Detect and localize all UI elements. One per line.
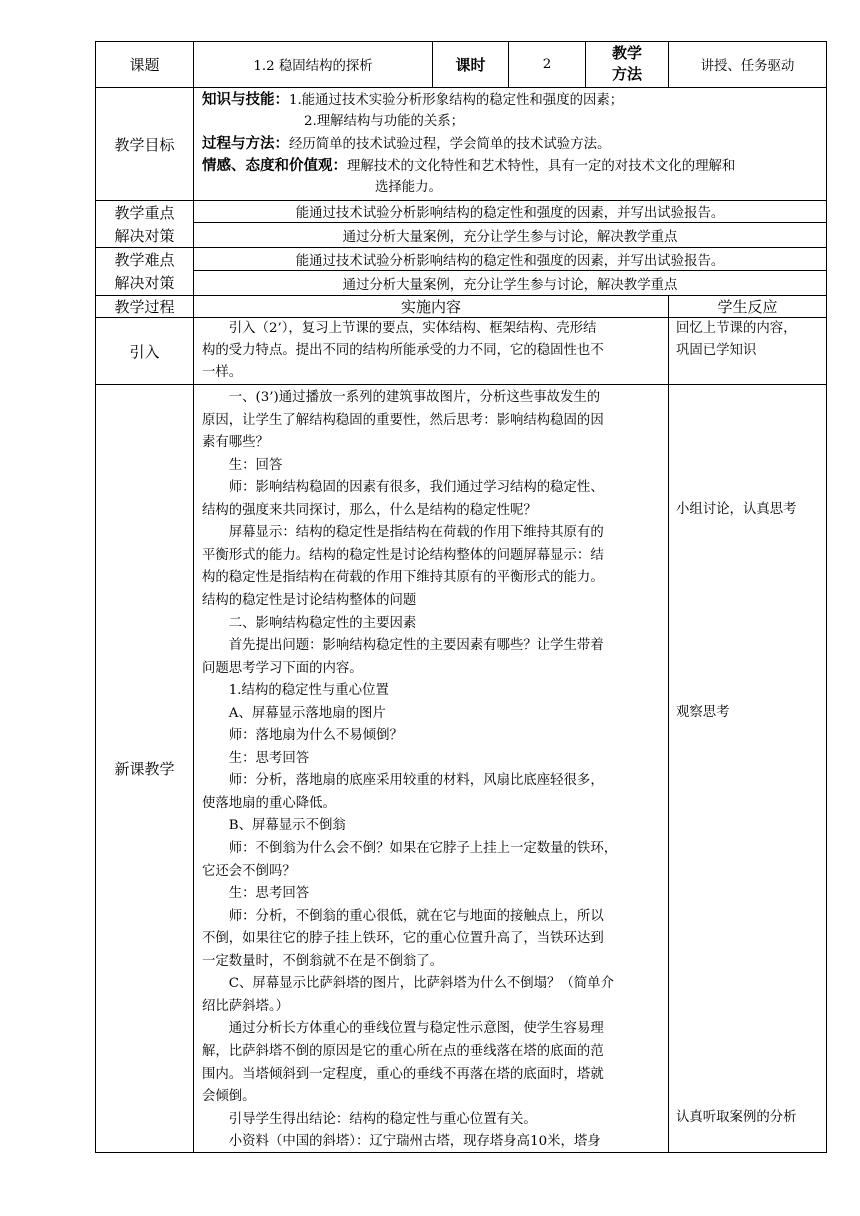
knowledge-line2: 2.理解结构与功能的关系； bbox=[304, 114, 465, 129]
lesson-line: 生：思考回答 bbox=[202, 750, 310, 766]
hours-label: 课时 bbox=[455, 56, 486, 74]
knowledge-line1 bbox=[202, 89, 623, 112]
key-point-text: 能通过技术试验分析影响结构的稳定性和强度的因素，并写出试验报告。 bbox=[295, 206, 725, 221]
difficulty-label-2: 解决对策 bbox=[114, 274, 175, 292]
process-col-label: 教学过程 bbox=[114, 298, 175, 316]
lesson-line: 构的稳定性是指结构在荷载的作用下维持其原有的平衡形式的能力。 bbox=[202, 570, 604, 586]
lesson-line: 生：思考回答 bbox=[202, 886, 310, 902]
lesson-line: 首先提出问题：影响结构稳定性的主要因素有哪些？让学生带着 bbox=[202, 638, 604, 654]
key-point-label-1: 教学重点 bbox=[114, 204, 175, 222]
lesson-line: 问题思考学习下面的内容。 bbox=[202, 660, 363, 676]
topic-value: 1.2 稳固结构的探析 bbox=[253, 59, 373, 74]
reaction-discuss: 小组讨论，认真思考 bbox=[676, 502, 797, 517]
difficulty-text: 能通过技术试验分析影响结构的稳定性和强度的因素，并写出试验报告。 bbox=[295, 253, 725, 269]
emotion-line2: 选择能力。 bbox=[375, 180, 442, 195]
new-lesson-label: 新课教学 bbox=[114, 760, 175, 778]
method-label-line2: 方法 bbox=[611, 65, 642, 83]
lesson-line: 结构的强度来共同探讨，那么，什么是结构的稳定性呢？ bbox=[202, 502, 537, 518]
lesson-line: 会倾倒。 bbox=[202, 1089, 256, 1105]
intro-line: 引入（2’），复习上节课的要点，实体结构、框架结构、壳形结 bbox=[202, 321, 597, 336]
method-value: 讲授、任务驱动 bbox=[700, 59, 795, 74]
knowledge-text1: 1.能通过技术实验分析形象结构的稳定性和强度的因素； bbox=[289, 93, 624, 108]
lesson-line: A、屏幕显示落地扇的图片 bbox=[202, 705, 386, 721]
lesson-line: 不倒，如果往它的脖子挂上铁环，它的重心位置升高了，当铁环达到 bbox=[202, 931, 604, 947]
lesson-line: 素有哪些？ bbox=[202, 435, 269, 451]
lesson-line: 师：分析，落地扇的底座采用较重的材料，风扇比底座轻很多， bbox=[202, 773, 604, 789]
lesson-line: 师：不倒翁为什么会不倒？如果在它脖子上挂上一定数量的铁环， bbox=[202, 841, 618, 856]
lesson-line: C、屏幕显示比萨斜塔的图片，比萨斜塔为什么不倒塌？（简单介 bbox=[202, 976, 614, 992]
key-point-label-2: 解决对策 bbox=[114, 226, 175, 245]
emotion-text1: 理解技术的文化特性和艺术特性，具有一定的对技术文化的理解和 bbox=[347, 159, 736, 174]
knowledge-label: 知识与技能： bbox=[202, 92, 289, 108]
reaction-observe: 观察思考 bbox=[676, 705, 730, 720]
process-text: 经历简单的技术试验过程，学会简单的技术试验方法。 bbox=[289, 137, 611, 152]
lesson-line: 师：落地扇为什么不易倾倒？ bbox=[202, 728, 403, 744]
method-label-line1: 教学 bbox=[611, 44, 642, 62]
lesson-line: 一定数量时，不倒翁就不在是不倒翁了。 bbox=[202, 953, 444, 969]
lesson-line: 师：影响结构稳固的因素有很多，我们通过学习结构的稳定性、 bbox=[202, 480, 604, 496]
intro-reaction: 巩固已学知识 bbox=[676, 343, 757, 358]
lesson-line: 小资料（中国的斜塔）：辽宁瑞州古塔，现存塔身高10米，塔身 bbox=[202, 1134, 601, 1150]
reaction-col-label: 学生反应 bbox=[717, 298, 778, 316]
lesson-line: 围内。当塔倾斜到一定程度，重心的垂线不再落在塔的底面时，塔就 bbox=[202, 1066, 604, 1082]
lesson-line: 1.结构的稳定性与重心位置 bbox=[202, 683, 389, 699]
lesson-line: 生：回答 bbox=[202, 457, 283, 473]
emotion-line1 bbox=[202, 155, 735, 178]
lesson-line: 一、(3’)通过播放一系列的建筑事故图片，分析这些事故发生的 bbox=[202, 390, 601, 405]
lesson-line: 原因，让学生了解结构稳固的重要性，然后思考：影响结构稳固的因 bbox=[202, 412, 604, 428]
difficulty-strategy: 通过分析大量案例，充分让学生参与讨论，解决教学重点 bbox=[342, 277, 678, 293]
difficulty-label bbox=[96, 249, 193, 295]
intro-label: 引入 bbox=[129, 342, 160, 361]
process-line bbox=[202, 133, 610, 156]
emotion-label: 情感、态度和价值观： bbox=[202, 158, 347, 174]
method-label bbox=[586, 43, 668, 85]
intro-line: 构的受力特点。提出不同的结构所能承受的力不同，它的稳固性也不 bbox=[202, 343, 604, 358]
lesson-line: 引导学生得出结论：结构的稳定性与重心位置有关。 bbox=[202, 1111, 537, 1127]
process-label: 过程与方法： bbox=[202, 136, 289, 152]
lesson-line: 通过分析长方体重心的垂线位置与稳定性示意图，使学生容易理 bbox=[202, 1021, 604, 1037]
intro-line: 一样。 bbox=[202, 365, 243, 380]
lesson-line: 平衡形式的能力。结构的稳定性是讨论结构整体的问题屏幕显示：结 bbox=[202, 547, 604, 563]
hours-value: 2 bbox=[542, 57, 552, 72]
intro-reaction: 回忆上节课的内容， bbox=[676, 321, 797, 336]
objectives-label: 教学目标 bbox=[114, 135, 175, 154]
topic-label: 课题 bbox=[129, 56, 160, 74]
lesson-line: 解，比萨斜塔不倒的原因是它的重心所在点的垂线落在塔的底面的范 bbox=[202, 1043, 604, 1059]
lesson-line: 结构的稳定性是讨论结构整体的问题 bbox=[202, 592, 417, 608]
key-point-label bbox=[96, 202, 193, 247]
lesson-line: 绍比萨斜塔。） bbox=[202, 998, 290, 1014]
lesson-line: 使落地扇的重心降低。 bbox=[202, 795, 336, 811]
lesson-line: 屏幕显示：结构的稳定性是指结构在荷载的作用下维持其原有的 bbox=[202, 525, 604, 541]
difficulty-label-1: 教学难点 bbox=[114, 251, 175, 269]
key-point-strategy: 通过分析大量案例，充分让学生参与讨论，解决教学重点 bbox=[342, 229, 678, 245]
lesson-line: 它还会不倒吗？ bbox=[202, 863, 296, 879]
lesson-line: 二、影响结构稳定性的主要因素 bbox=[202, 615, 417, 631]
lesson-line: B、屏幕显示不倒翁 bbox=[202, 818, 346, 834]
lesson-line: 师：分析，不倒翁的重心很低，就在它与地面的接触点上，所以 bbox=[202, 908, 604, 924]
reaction-listen: 认真听取案例的分析 bbox=[676, 1110, 797, 1125]
content-col-label: 实施内容 bbox=[400, 298, 461, 316]
